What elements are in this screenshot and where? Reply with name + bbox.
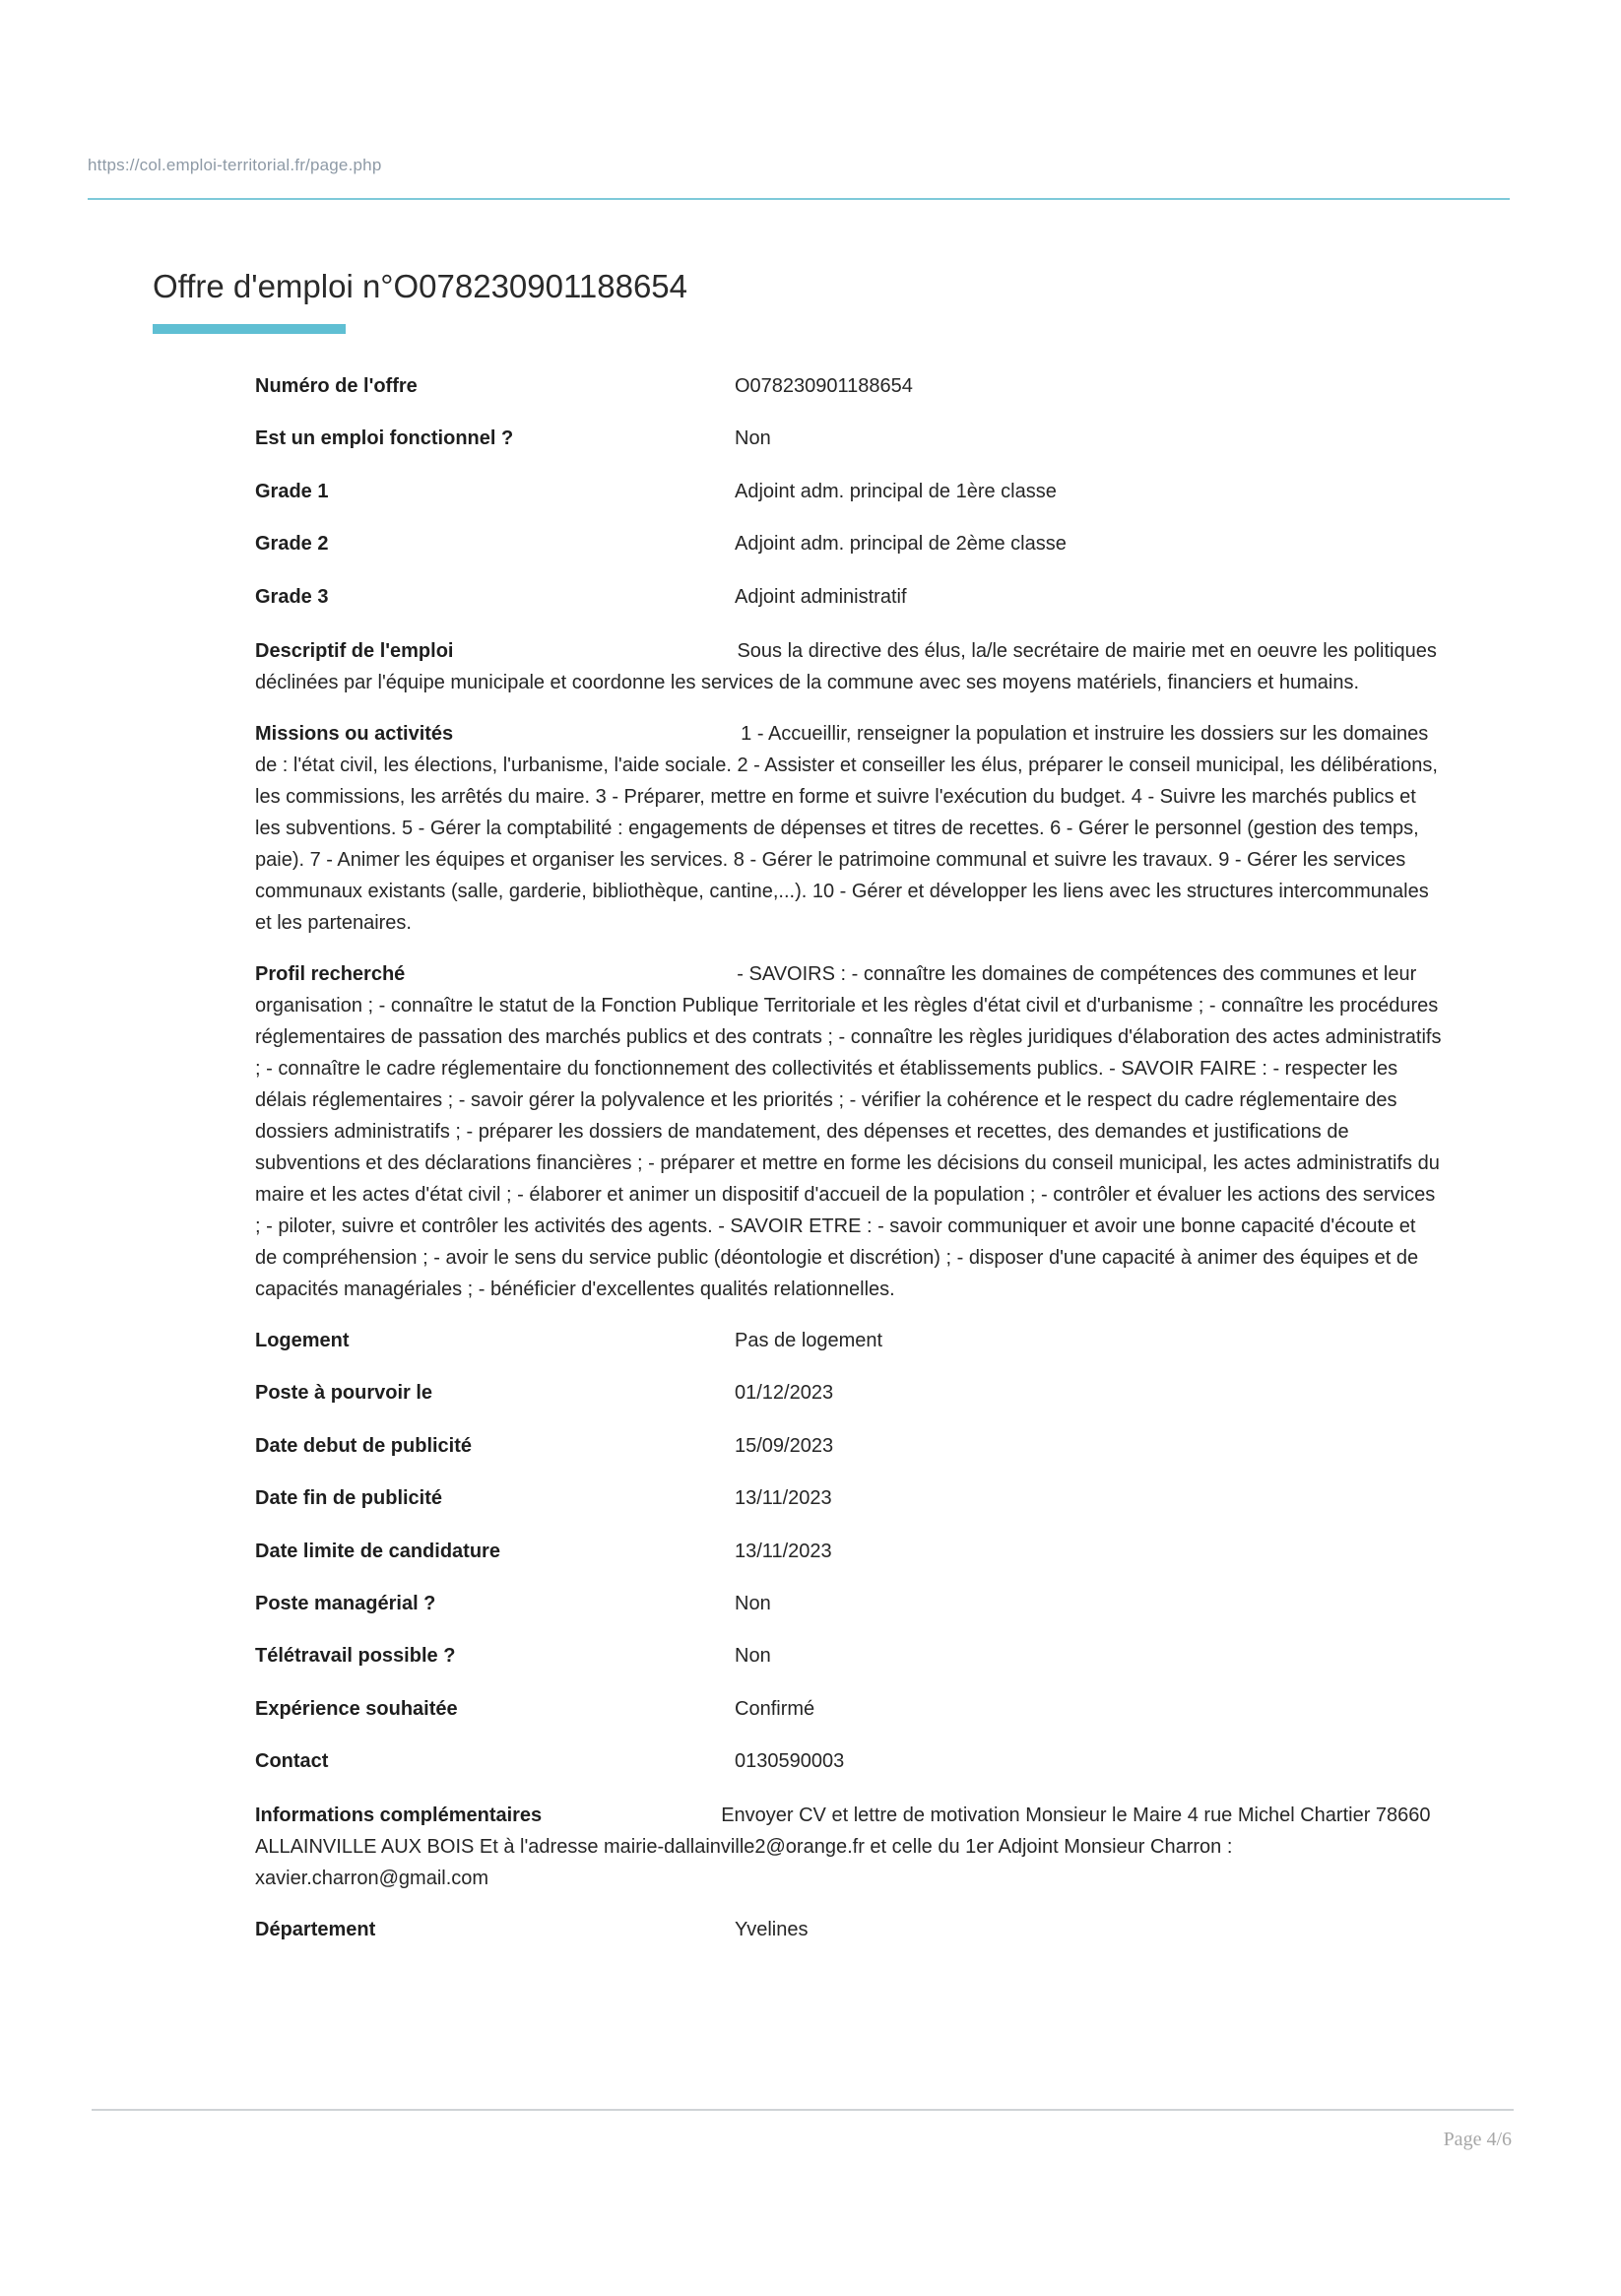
field-date-limite-candidature [255,1536,1442,1588]
field-label: Contact [255,1750,329,1773]
field-grade-3 [255,581,1442,633]
field-poste-a-pourvoir [255,1377,1442,1429]
field-missions [255,718,1442,939]
field-numero-offre [255,370,1442,423]
field-logement [255,1325,1442,1377]
field-grade-1 [255,476,1442,528]
field-label: Date limite de candidature [255,1540,500,1562]
field-value: 13/11/2023 [735,1540,832,1562]
field-experience [255,1693,1442,1745]
field-value: Adjoint adm. principal de 1ère classe [735,480,1057,502]
field-departement [255,1914,1442,1966]
field-profil [255,958,1442,1305]
field-grade-2 [255,528,1442,580]
field-label: Poste managérial ? [255,1592,436,1614]
field-label: Grade 1 [255,480,329,502]
field-value: Envoyer CV et lettre de motivation Monsieur le Maire 4 rue Michel Chartier 78660 ALLAINVILLE AUX BOIS Et à l'adresse mairie-dallainville2@orange.fr et celle du 1er Adjoint Monsieur Charron : xavier.charron@gmail.com [255,1804,1431,1890]
field-label: Profil recherché [255,962,406,985]
title-underline-accent [153,324,346,334]
field-value: Non [735,427,771,450]
header-divider [88,198,1510,200]
field-value: Sous la directive des élus, la/le secrétaire de mairie met en oeuvre les politiques déclinées par l'équipe municipale et coordonne les services de la commune avec ses moyens matériels, financiers et humains. [255,639,1437,693]
field-label: Grade 2 [255,533,329,556]
field-label: Date debut de publicité [255,1434,473,1457]
field-label: Expérience souhaitée [255,1697,458,1720]
field-emploi-fonctionnel [255,423,1442,475]
field-value: Yvelines [735,1919,809,1941]
field-value: 15/09/2023 [735,1434,834,1457]
job-offer-details [255,370,1442,1967]
field-label: Numéro de l'offre [255,375,418,397]
field-date-debut-publicite [255,1430,1442,1482]
source-url: https://col.emploi-territorial.fr/page.php [88,156,382,174]
field-date-fin-publicite [255,1482,1442,1535]
field-value: 01/12/2023 [735,1382,834,1405]
field-label: Est un emploi fonctionnel ? [255,427,514,450]
field-informations-complementaires [255,1800,1442,1894]
field-poste-managerial [255,1588,1442,1640]
page-title: Offre d'emploi n°O078230901188654 [153,268,688,304]
field-value: 1 - Accueillir, renseigner la population et instruire les dossiers sur les domaines de : l'état civil, les élections, l'urbanisme, l'aide sociale. 2 - Assister et conseiller les élus, préparer le conseil municipal, les délibérations, les commissions, les arrêtés du maire. 3 - Préparer, mettre en forme et suivre l'exécution du budget. 4 - Suivre les marchés publics et les subventions. 5 - Gérer la comptabilité : engagements de dépenses et titres de recettes. 6 - Gérer le personnel (gestion des temps, paie). 7 - Animer les équipes et organiser les services. 8 - Gérer le patrimoine communal et suivre les travaux. 9 - Gérer les services communaux existants (salle, garderie, bibliothèque, cantine,...). 10 - Gérer et développer les liens avec les structures intercommunales et les partenaires. [255,722,1438,934]
field-label: Grade 3 [255,585,329,608]
field-label: Missions ou activités [255,722,454,745]
field-label: Informations complémentaires [255,1804,543,1827]
field-teletravail [255,1640,1442,1692]
field-label: Descriptif de l'emploi [255,639,454,662]
field-value: Pas de logement [735,1329,883,1351]
field-value: Adjoint adm. principal de 2ème classe [735,533,1067,556]
field-value: 0130590003 [735,1750,845,1773]
field-label: Télétravail possible ? [255,1645,456,1668]
field-label: Poste à pourvoir le [255,1382,433,1405]
field-label: Département [255,1919,376,1941]
field-value: Non [735,1592,771,1614]
field-label: Logement [255,1329,350,1351]
field-value: 13/11/2023 [735,1487,832,1510]
footer-divider [92,2109,1514,2111]
field-contact [255,1745,1442,1798]
field-descriptif [255,635,1442,698]
field-label: Date fin de publicité [255,1487,443,1510]
field-value: Non [735,1645,771,1668]
field-value: O078230901188654 [735,375,913,397]
field-value: Adjoint administratif [735,585,907,608]
field-value: Confirmé [735,1697,815,1720]
page-number: Page 4/6 [1443,2129,1512,2150]
field-value: - SAVOIRS : - connaître les domaines de compétences des communes et leur organisation ; - connaître le statut de la Fonction Publique Territoriale et les règles d'état civil et d'urbanisme ; - connaître les procédures réglementaires de passation des marchés publics et des contrats ; - connaître les règles juridiques d'élaboration des actes administratifs ; - connaître le cadre réglementaire du fonctionnement des collectivités et établissements publics. - SAVOIR FAIRE : - respecter les délais réglementaires ; - savoir gérer la polyvalence et les priorités ; - vérifier la cohérence et le respect du cadre réglementaire des dossiers administratifs ; - préparer les dossiers de mandatement, des dépenses et recettes, des demandes et justifications de subventions et des déclarations financières ; - préparer et mettre en forme les décisions du conseil municipal, les actes administratifs du maire et les actes d'état civil ; - élaborer et animer un dispositif d'accueil de la population ; - contrôler et évaluer les actions des services ; - piloter, suivre et contrôler les activités des agents. - SAVOIR ETRE : - savoir communiquer et avoir une bonne capacité d'écoute et de compréhension ; - avoir le sens du service public (déontologie et discrétion) ; - disposer d'une capacité à animer des équipes et de capacités managériales ; - bénéficier d'excellentes qualités relationnelles. [255,962,1442,1300]
